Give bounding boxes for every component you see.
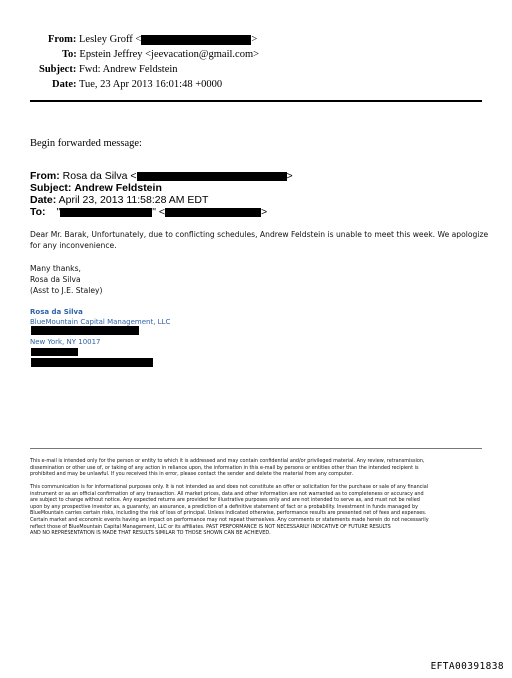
disclaimer-line: Certain market and economic events having an impact on performance may not repeat themselves. Any comments or statements made herein do not necessarily (30, 516, 429, 523)
fwd-to-close: > (260, 206, 268, 218)
header-from-value: Lesley Groff < (79, 34, 142, 45)
fwd-date-value: April 23, 2013 11:58:28 AM EDT (58, 194, 209, 206)
fwd-from-value: Rosa da Silva < (62, 170, 137, 182)
disclaimer-line: instrument or as an official confirmation of any transaction. All market prices, data and other information are not warranted as to completeness or accuracy and (30, 490, 424, 497)
fwd-to-row (30, 206, 267, 218)
disclaimer-paragraph-2 (30, 484, 482, 537)
redaction-block (141, 35, 251, 45)
disclaimer-line: AND NO REPRESENTATION IS MADE THAT RESULTS SIMILAR TO THOSE SHOWN CAN BE ACHIEVED. (30, 530, 271, 537)
fwd-subject-value: Andrew Feldstein (74, 182, 162, 194)
body-sender-name: Rosa da Silva (30, 275, 81, 284)
disclaimer-line: prohibited and may be unlawful. If you received this in error, please contact the sender and delete the material from any computer. (30, 471, 354, 478)
bates-number: EFTA00391838 (430, 661, 504, 672)
fwd-from-row (30, 170, 293, 182)
forwarded-intro: Begin forwarded message: (30, 138, 142, 149)
body-line-1: Dear Mr. Barak, Unfortunately, due to conflicting schedules, Andrew Feldstein is unable to meet this week. We apologize (30, 230, 489, 239)
fwd-from-close: > (286, 170, 293, 182)
signature-company: BlueMountain Capital Management, LLC (30, 318, 171, 326)
header-date-row (52, 77, 222, 92)
fwd-date-row (30, 194, 208, 206)
disclaimer-line: This e-mail is intended only for the person or entity to which it is addressed and may contain confidential and/or privileged material. Any review, retransmission, (30, 458, 425, 464)
header-to-label: To: (62, 49, 77, 60)
disclaimer-line: dissemination or other use of, or taking of any action in reliance upon, the information in this e-mail by persons or entities other than the intended recipient is (30, 464, 419, 471)
signature-city: New York, NY 10017 (30, 338, 101, 346)
header-from-row (48, 32, 257, 47)
redaction-block (165, 208, 261, 217)
header-date-value: Tue, 23 Apr 2013 16:01:48 +0000 (78, 79, 223, 90)
body-sender-role: (Asst to J.E. Staley) (30, 286, 103, 295)
redaction-block (31, 326, 139, 335)
fwd-to-label: To: (30, 206, 46, 218)
header-from-close: > (251, 34, 258, 45)
fwd-from-label: From: (30, 170, 60, 182)
disclaimer-divider (30, 448, 482, 449)
redaction-block (31, 358, 153, 367)
body-line-2: for any inconvenience. (30, 241, 117, 250)
disclaimer-line: are subject to change without notice. Any expected returns are provided for illustrative purposes only and are not intended to serve as, and must not be relied (30, 497, 420, 504)
disclaimer-line: upon by any prospective investor as, a guaranty, an assurance, a prediction of a definitive statement of fact or a probability. Investment in funds managed by (30, 503, 418, 510)
fwd-subject-label: Subject: (30, 182, 72, 194)
header-divider (30, 100, 482, 102)
disclaimer-line: reflect those of BlueMountain Capital Management, LLC or its affiliates. PAST PERFORMANCE IS NOT NECESSARILY INDICATIVE OF FUTURE RESULTS (30, 523, 391, 530)
header-date-label: Date: (52, 79, 77, 90)
fwd-date-label: Date: (30, 194, 57, 206)
fwd-to-quote: " (56, 206, 61, 218)
header-from-label: From: (48, 34, 77, 45)
body-thanks: Many thanks, (30, 264, 81, 273)
header-subject-value: Fwd: Andrew Feldstein (78, 64, 178, 75)
disclaimer-line: This communication is for informational purposes only. It is not intended as and does not constitute an offer or solicitation for the purchase or sale of any financial (30, 484, 429, 490)
redaction-block (60, 208, 152, 217)
signature-name: Rosa da Silva (30, 308, 83, 316)
fwd-subject-row (30, 182, 162, 194)
redaction-block (137, 172, 287, 181)
header-to-row (62, 47, 259, 62)
header-subject-row (39, 62, 178, 77)
header-subject-label: Subject: (39, 64, 77, 75)
disclaimer-paragraph-1 (30, 458, 482, 478)
header-to-value: Epstein Jeffrey <jeevacation@gmail.com> (79, 49, 260, 60)
disclaimer-line: BlueMountain carries certain risks, including the risk of loss of principal. Unless indicated otherwise, performance results are presented net of fees and expenses. (30, 510, 427, 517)
fwd-to-mid: " < (152, 206, 165, 218)
redaction-block (31, 348, 78, 356)
